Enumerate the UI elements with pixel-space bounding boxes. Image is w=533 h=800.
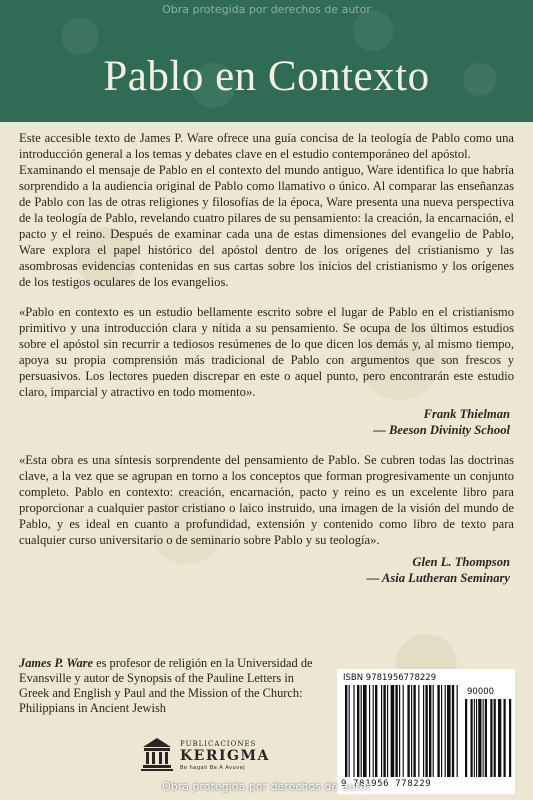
watermark-bottom: Obra protegida por derechos de autor bbox=[162, 780, 371, 793]
endorsement-quote: «Esta obra es una síntesis sorprendente del pensamiento de Pablo. Se cubren todas las doctrinas clave, a la vez que se agrupan en torno a los conceptos que forman progresivamente un conjunto completo. Pablo en contexto: creación, encarnación, pacto y reino es un excelente libro para proporcionar a cualquier pastor cristiano o laico instruido, una imagen de la visión del mundo de Pablo, y es ideal en cuanto a profundidad, extensión y contenido como libro de texto para cualquier curso universitario o de seminario sobre Pablo y su teología». bbox=[19, 453, 514, 547]
endorser-affiliation: — Beeson Divinity School bbox=[373, 423, 510, 437]
author-bio-text: es profesor de religión en la Universidad de Evansville y autor de Synopsis of the Pauline Letters in Greek and English y Paul and the Mission of the Church: Philippians in Ancient Jewish bbox=[19, 656, 313, 715]
endorsement-quote: «Pablo en contexto es un estudio bellamente escrito sobre el lugar de Pablo en el cristianismo primitivo y una introducción clara y nítida a su pensamiento. Se ocupa de los últimos estudios sobre el apóstol sin recurrir a tediosos resúmenes de lo que dicen los demás y, al mismo tiempo, apoya su propia comprensión más tradicional de Pablo con argumentos que son frescos y persuasivos. Los lectores pueden discrepar en este o aquel punto, pero encontrarán este estudio claro, imparcial y atractivo en todo momento». bbox=[19, 305, 514, 399]
price-code: 90000 bbox=[467, 687, 495, 697]
book-title: Pablo en Contexto bbox=[103, 53, 430, 100]
temple-icon bbox=[140, 736, 174, 772]
barcode-bars-icon bbox=[337, 669, 515, 794]
publisher-tagline: Be hagah Be A Avuvej bbox=[180, 765, 246, 771]
watermark-top: Obra protegida por derechos de autor bbox=[162, 3, 371, 16]
barcode-digits: 9 781956 778229 bbox=[341, 779, 432, 789]
publisher-label: PUBLICACIONES bbox=[180, 740, 257, 748]
isbn-barcode bbox=[337, 669, 515, 794]
isbn-number: ISBN 9781956778229 bbox=[343, 673, 437, 683]
author-name: James P. Ware bbox=[19, 656, 94, 670]
back-cover-text bbox=[19, 130, 514, 586]
description-paragraph: Este accesible texto de James P. Ware ofrece una guía concisa de la teología de Pablo como una introducción general a los temas y debates clave en el estudio contemporáneo del apóstol. bbox=[19, 131, 514, 161]
endorser-affiliation: — Asia Lutheran Seminary bbox=[366, 571, 510, 585]
publisher-name: KERIGMA bbox=[180, 748, 270, 764]
description-paragraph: Examinando el mensaje de Pablo en el contexto del mundo antiguo, Ware identifica lo que habría sorprendido a la audiencia original de Pablo como llamativo o único. Al comparar las enseñanzas de Pablo con las de otras religiones y filosofías de la época, Ware presenta una nueva perspectiva de la teología de Pablo, revelando cuatro pilares de su pensamiento: la creación, la encarnación, el pacto y el reino. Después de examinar cada una de estas dimensiones del evangelio de Pablo, Ware explora el papel histórico del apóstol dentro de los orígenes del cristianismo y las asombrosas evidencias contenidas en sus cartas sobre los inicios del cristianismo y los orígenes de los testigos oculares de los evangelios. bbox=[19, 163, 514, 289]
endorser-name: Frank Thielman bbox=[423, 407, 510, 421]
author-bio bbox=[19, 656, 319, 716]
endorser-name: Glen L. Thompson bbox=[412, 555, 510, 569]
publisher-logo bbox=[140, 736, 270, 776]
header-band bbox=[0, 0, 533, 122]
